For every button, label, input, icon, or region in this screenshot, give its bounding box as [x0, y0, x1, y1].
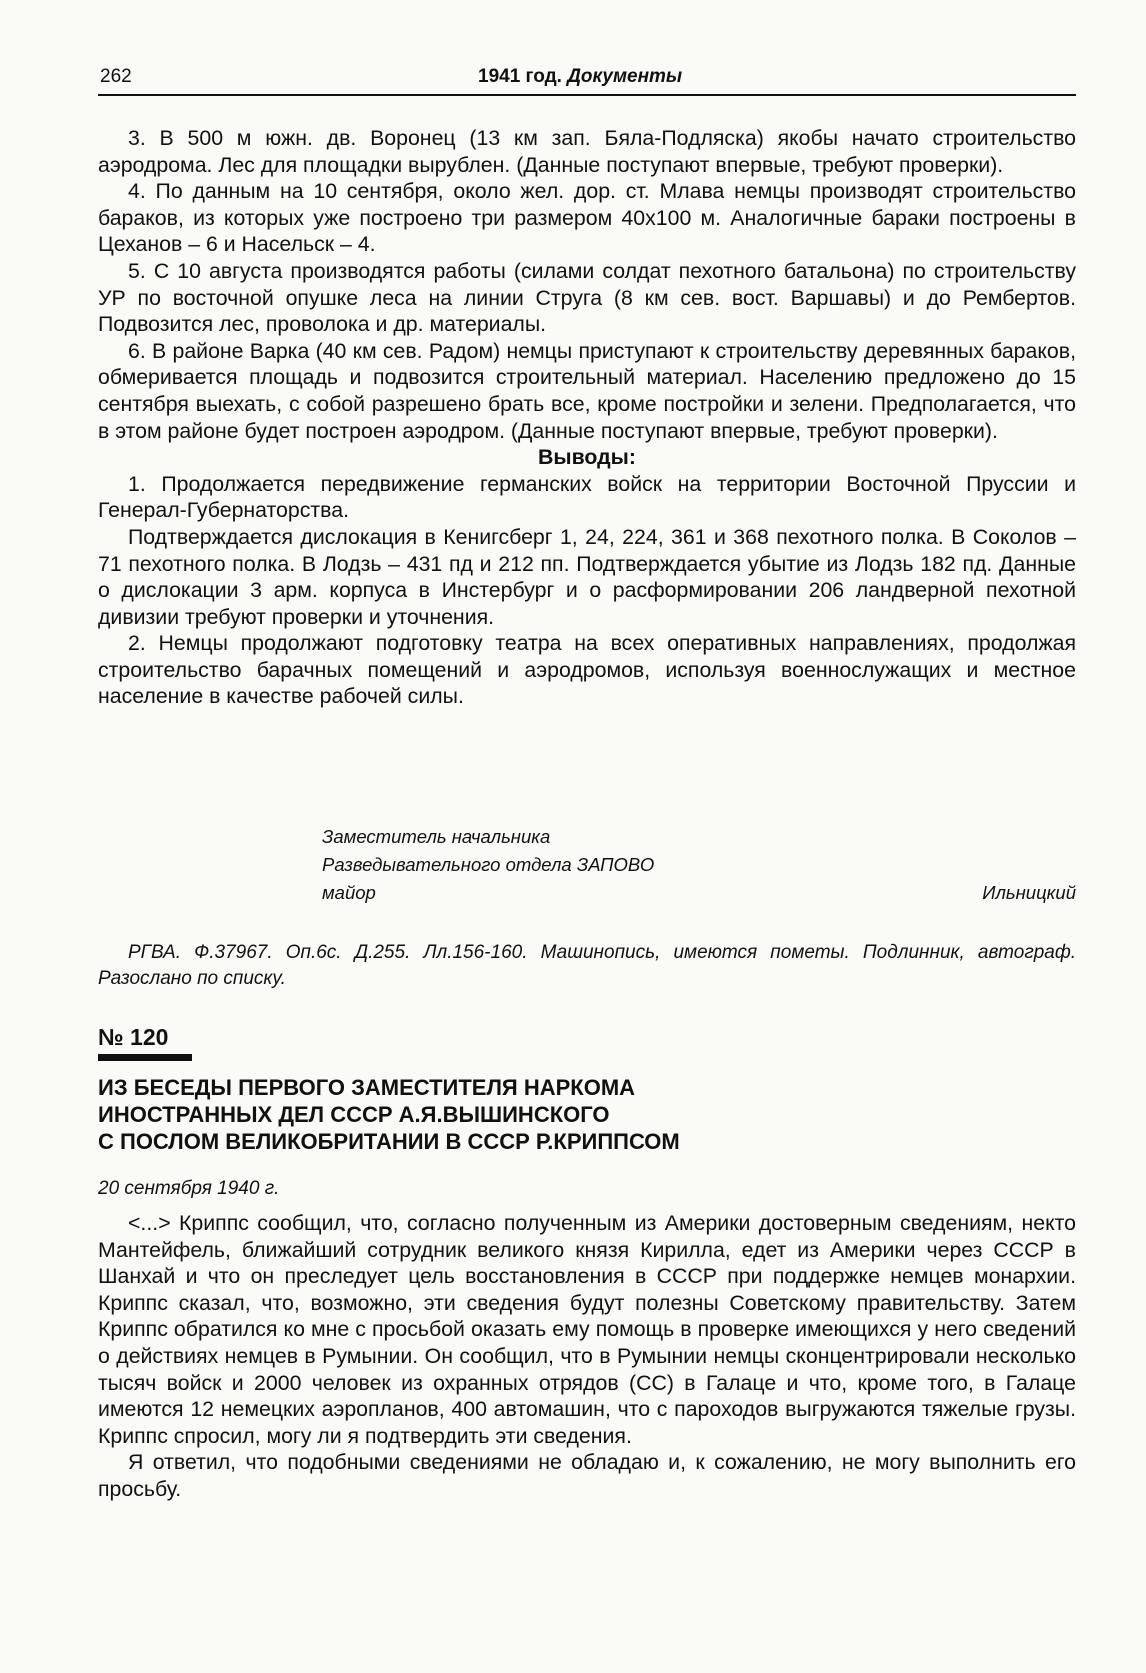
signature-rank: майор — [322, 882, 376, 903]
report-paragraph: 6. В районе Варка (40 км сев. Радом) немцы приступают к строительству деревянных бараков, обмеривается площадь и подвозится строительный материал. Населению предложено до 15 сентября выехать, с собой разрешено брать все, кроме постройки и зелени. Предполагается, что в этом районе будет построен аэродром. (Данные поступают впервые, требуют проверки). — [98, 338, 1076, 443]
page-header — [98, 60, 1076, 96]
conclusions-heading: Выводы: — [538, 445, 636, 470]
archive-source: РГВА. Ф.37967. Оп.6с. Д.255. Лл.156-160. Машинопись, имеются пометы. Подлинник, автограф. Разослано по списку. — [98, 942, 1076, 989]
conversation-body — [98, 1210, 1076, 1503]
signature-position: Заместитель начальника — [322, 826, 551, 847]
running-head-year: 1941 год. — [478, 66, 562, 87]
signature-name: Ильницкий — [982, 882, 1076, 903]
signature-department: Разведывательного отдела ЗАПОВО — [322, 854, 655, 875]
document-title-line: С ПОСЛОМ ВЕЛИКОБРИТАНИИ В СССР Р.КРИППСОМ — [98, 1129, 680, 1154]
running-head-title: Документы — [567, 66, 683, 87]
document-title-line: ИЗ БЕСЕДЫ ПЕРВОГО ЗАМЕСТИТЕЛЯ НАРКОМА — [98, 1075, 636, 1100]
conclusion-paragraph: Подтверждается дислокация в Кенигсберг 1, 24, 224, 361 и 368 пехотного полка. В Соколов – 71 пехотного полка. В Лодзь – 431 пд и 212 пп. Подтверждается убытие из Лодзь 182 пд. Данные о дислокации 3 арм. корпуса в Инстербург и о расформировании 206 ландверной пехотной дивизии требуют проверки и уточнения. — [98, 524, 1076, 629]
report-paragraph: 4. По данным на 10 сентября, около жел. дор. ст. Млава немцы производят строительство бараков, из которых уже построено три размером 40х100 м. Аналогичные бараки построены в Цеханов – 6 и Насельск – 4. — [98, 179, 1076, 257]
running-head — [478, 66, 682, 88]
conversation-paragraph: Я ответил, что подобными сведениями не обладаю и, к сожалению, не могу выполнить его просьбу. — [98, 1450, 1076, 1501]
report-paragraph: 3. В 500 м южн. дв. Воронец (13 км зап. Бяла-Подляска) якобы начато строительство аэродрома. Лес для площадки вырублен. (Данные поступают впервые, требуют проверки). — [98, 126, 1076, 177]
page-number: 262 — [100, 66, 132, 87]
document-title — [98, 1074, 898, 1155]
document-number-rule — [98, 1054, 192, 1061]
conversation-paragraph: <...> Криппс сообщил, что, согласно полученным из Америки достоверным сведениям, некто Мантейфель, ближайший сотрудник великого князя Кирилла, едет из Америки через СССР в Шанхай и что он преследует цель восстановления в СССР при поддержке немцев монархии. Криппс сказал, что, возможно, эти сведения будут полезны Советскому правительству. Затем Криппс обратился ко мне с просьбой оказать ему помощь в проверке имеющихся у него сведений о действиях немцев в Румынии. Он сообщил, что в Румынии немцы сконцентрировали несколько тысяч войск и 2000 человек из охранных отрядов (СС) в Галаце и что, кроме того, в Галаце имеются 12 немецких аэропланов, 400 автомашин, что с пароходов выгружаются тяжелые грузы. Криппс спросил, могу ли я подтвердить эти сведения. — [98, 1211, 1076, 1448]
document-number: № 120 — [98, 1024, 169, 1050]
document-title-line: ИНОСТРАННЫХ ДЕЛ СССР А.Я.ВЫШИНСКОГО — [98, 1102, 610, 1127]
signature-block — [322, 823, 1076, 907]
conclusion-paragraph: 1. Продолжается передвижение германских войск на территории Восточной Пруссии и Генерал-Губернаторства. — [98, 471, 1076, 523]
document-date: 20 сентября 1940 г. — [98, 1178, 280, 1199]
conclusion-paragraph: 2. Немцы продолжают подготовку театра на всех оперативных направлениях, продолжая строительство барачных помещений и аэродромов, используя военнослужащих и местное население в качестве рабочей силы. — [98, 631, 1076, 709]
report-paragraph: 5. С 10 августа производятся работы (силами солдат пехотного батальона) по строительству УР по восточной опушке леса на линии Струга (8 км сев. вост. Варшавы) и до Рембертов. Подвозится лес, проволока и др. материалы. — [98, 258, 1076, 337]
report-body — [98, 125, 1076, 710]
